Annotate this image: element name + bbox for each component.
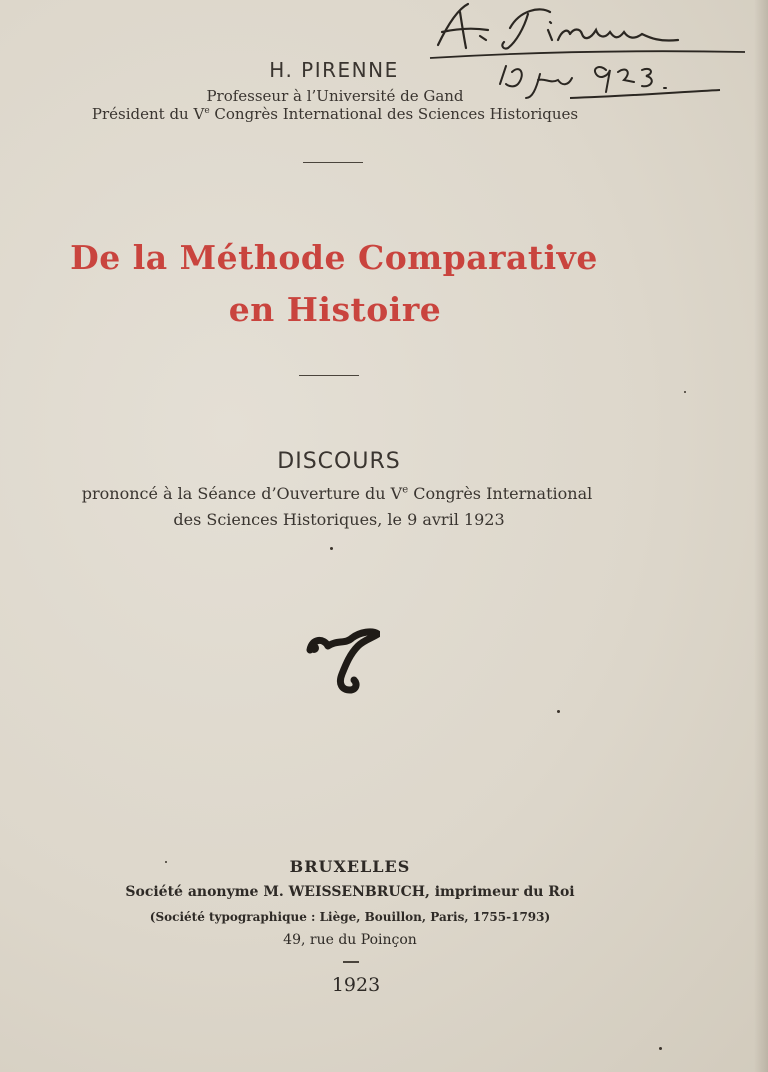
imprint-address: 49, rue du Poinçon: [283, 932, 417, 948]
divider-bottom: [343, 961, 359, 963]
imprint-printer: Société anonyme M. WEISSENBRUCH, imprimeur du Roi: [125, 884, 575, 900]
paper-speck: [557, 710, 560, 713]
discourse-heading: DISCOURS: [277, 449, 401, 474]
author-presidency: Président du Ve Congrès International des Sciences Historiques: [91, 105, 579, 123]
publication-year: 1923: [331, 974, 381, 996]
divider-top: [303, 162, 363, 163]
title-line-2: en Histoire: [228, 290, 442, 329]
divider-middle: [299, 375, 359, 376]
imprint-city: BRUXELLES: [289, 857, 411, 876]
handwritten-signature: [420, 0, 750, 100]
discourse-subtitle-line-2: des Sciences Historiques, le 9 avril 1923: [173, 510, 505, 529]
paper-speck: [684, 391, 686, 393]
paper-speck: [330, 547, 333, 550]
printer-ornament-icon: [306, 628, 380, 694]
imprint-society: (Société typographique : Liège, Bouillon, Paris, 1755-1793): [149, 910, 551, 924]
paper-speck: [659, 1047, 662, 1050]
paper-speck: [165, 861, 167, 863]
author-name: H. PIRENNE: [269, 58, 399, 82]
author-affiliation: Professeur à l’Université de Gand: [206, 87, 464, 105]
discourse-subtitle-line-1: prononcé à la Séance d’Ouverture du Ve Congrès International: [81, 484, 593, 503]
title-line-1: De la Méthode Comparative: [70, 238, 598, 277]
